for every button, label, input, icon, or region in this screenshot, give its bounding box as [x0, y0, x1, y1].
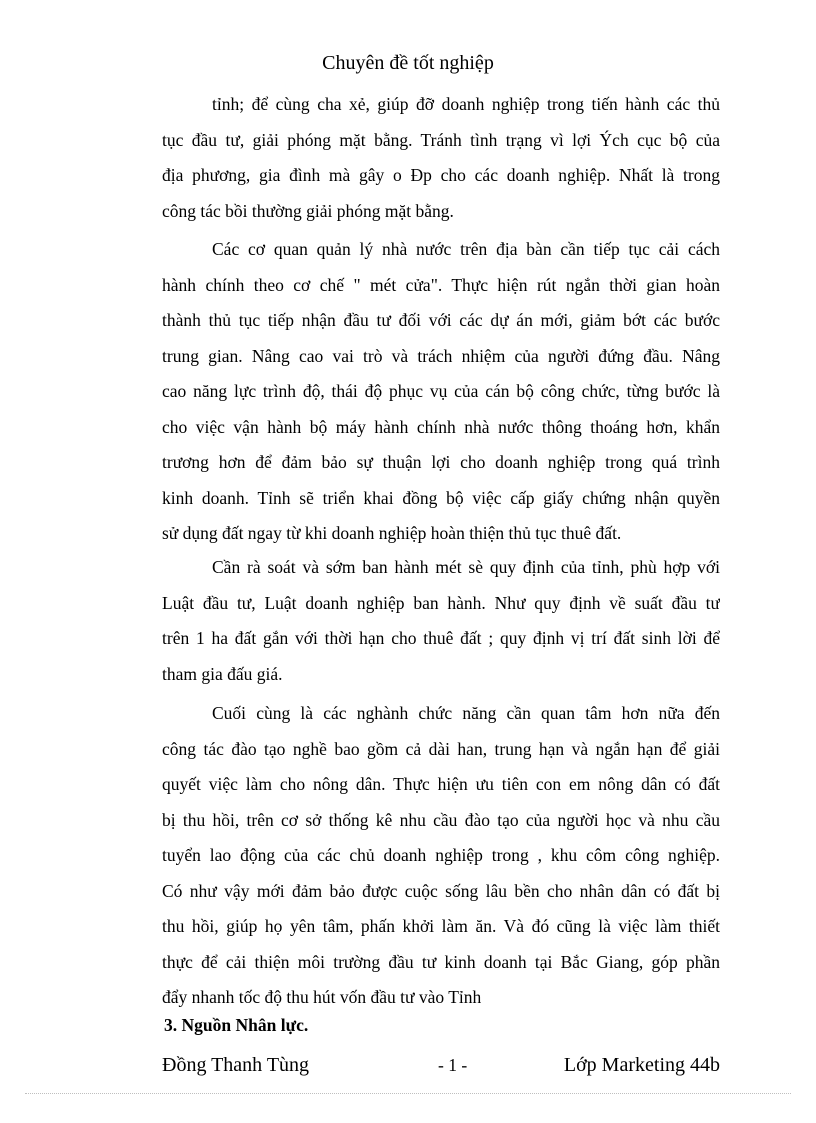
text-line: công tác đào tạo nghề bao gồm cả dài han, trung hạn và ngắn hạn để giải	[162, 738, 720, 759]
footer-class: Lớp Marketing 44b	[563, 1054, 720, 1076]
page-bottom-divider	[25, 1093, 791, 1094]
text-line: Cuối cùng là các nghành chức năng cần quan tâm hơn nữa đến	[212, 703, 720, 723]
text-line: quyết việc làm cho nông dân. Thực hiện ưu tiên con em nông dân có đất	[162, 774, 720, 794]
text-line: kinh doanh. Tỉnh sẽ triển khai đồng bộ việc cấp giấy chứng nhận quyền	[162, 487, 720, 508]
text-line: sử dụng đất ngay từ khi doanh nghiệp hoàn thiện thủ tục thuê đất.	[162, 523, 622, 543]
text-line: hành chính theo cơ chế " mét cửa". Thực hiện rút ngắn thời gian hoàn	[162, 274, 720, 295]
paragraph-4	[162, 696, 720, 1016]
footer-author: Đồng Thanh Tùng	[162, 1054, 310, 1076]
text-line: thu hồi, giúp họ yên tâm, phấn khởi làm ăn. Và đó cũng là việc làm thiết	[162, 916, 720, 936]
text-line: địa phương, gia đình mà gây o Ðp cho các doanh nghiệp. Nhất là trong	[162, 165, 720, 185]
text-line: tham gia đấu giá.	[162, 663, 283, 684]
text-line: trung gian. Nâng cao vai trò và trách nhiệm của người đứng đầu. Nâng	[162, 345, 720, 366]
footer-page-number: - 1 -	[438, 1055, 468, 1075]
section-heading: 3. Nguồn Nhân lực.	[164, 1015, 309, 1035]
text-line: đẩy nhanh tốc độ thu hút vốn đầu tư vào Tỉnh	[162, 987, 482, 1007]
text-line: thực để cải thiện môi trường đầu tư kinh doanh tại Bắc Giang, góp phần	[162, 951, 720, 972]
text-line: tục đầu tư, giải phóng mặt bằng. Tránh tình trạng vì lợi Ých cục bộ của	[162, 129, 720, 150]
text-line: Có như vậy mới đảm bảo được cuộc sống lâu bền cho nhân dân có đất bị	[162, 880, 720, 901]
page-footer	[162, 1050, 720, 1080]
text-line: trên 1 ha đất gắn với thời hạn cho thuê đất ; quy định vị trí đất sinh lời để	[162, 628, 720, 648]
text-line: tỉnh; để cùng cha xẻ, giúp đỡ doanh nghiệp trong tiến hành các thủ	[212, 94, 720, 114]
paragraph-2	[162, 232, 720, 552]
text-line: cao năng lực trình độ, thái độ phục vụ của cán bộ công chức, từng bước là	[162, 381, 720, 401]
text-line: Luật đầu tư, Luật doanh nghiệp ban hành. Như quy định về suất đầu tư	[162, 592, 720, 613]
text-line: công tác bồi thường giải phóng mặt bằng.	[162, 200, 454, 221]
text-line: trương hơn để đảm bảo sự thuận lợi cho doanh nghiệp trong quá trình	[162, 452, 720, 472]
page-header: Chuyên đề tốt nghiệp	[322, 52, 494, 74]
text-line: tuyển lao động của các chủ doanh nghiệp trong , khu côm công nghiệp.	[162, 845, 720, 865]
text-line: bị thu hồi, trên cơ sở thống kê nhu cầu đào tạo của người học và nhu cầu	[162, 809, 720, 830]
text-line: cho việc vận hành bộ máy hành chính nhà nước thông thoáng hơn, khẩn	[162, 416, 720, 437]
text-line: thành thủ tục tiếp nhận đầu tư đối với các dự án mới, giảm bớt các bước	[162, 310, 720, 330]
paragraph-1	[162, 87, 720, 229]
text-line: Cần rà soát và sớm ban hành mét sè quy định của tỉnh, phù hợp với	[212, 557, 720, 577]
text-line: Các cơ quan quản lý nhà nước trên địa bàn cần tiếp tục cải cách	[212, 239, 720, 259]
paragraph-3	[162, 550, 720, 692]
